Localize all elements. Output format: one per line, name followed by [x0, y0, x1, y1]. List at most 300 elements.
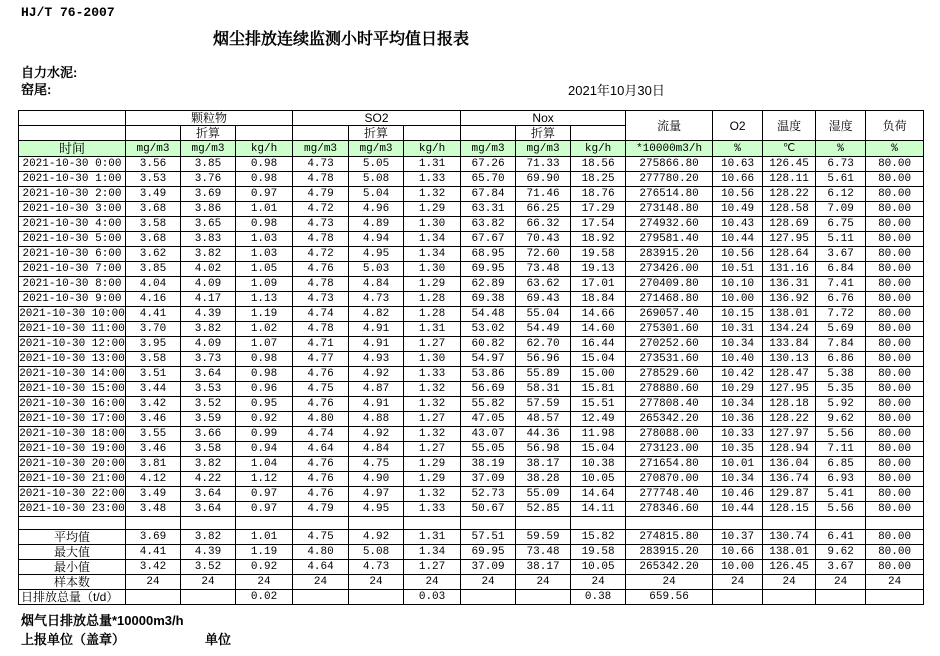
value-cell: 14.60	[571, 322, 626, 337]
table-row	[19, 412, 924, 427]
value-cell: 4.74	[293, 307, 349, 322]
converted-subheader: 折算	[349, 126, 404, 141]
value-cell: 283915.20	[626, 545, 713, 560]
value-cell	[293, 590, 349, 605]
value-cell: 6.84	[816, 262, 866, 277]
value-cell: 69.95	[461, 262, 516, 277]
value-cell: 4.78	[293, 232, 349, 247]
value-cell: 3.46	[126, 442, 181, 457]
value-cell: 63.31	[461, 202, 516, 217]
value-cell: 3.68	[126, 202, 181, 217]
value-cell: 6.73	[816, 157, 866, 172]
value-cell: 4.64	[293, 442, 349, 457]
value-cell: 278088.00	[626, 427, 713, 442]
value-cell: 15.04	[571, 442, 626, 457]
value-cell: 5.35	[816, 382, 866, 397]
value-cell: 4.71	[293, 337, 349, 352]
empty-cell	[236, 126, 293, 141]
value-cell: 80.00	[866, 292, 924, 307]
value-cell: 3.52	[181, 560, 236, 575]
value-cell: 10.34	[713, 337, 763, 352]
value-cell: 1.12	[236, 472, 293, 487]
value-cell: 133.84	[763, 337, 816, 352]
value-cell: 270252.60	[626, 337, 713, 352]
value-cell: 80.00	[866, 172, 924, 187]
time-cell: 2021-10-30 8:00	[19, 277, 126, 292]
value-cell: 129.87	[763, 487, 816, 502]
value-cell: 4.89	[349, 217, 404, 232]
value-cell: 1.27	[404, 442, 461, 457]
value-cell: 80.00	[866, 427, 924, 442]
value-cell: 67.84	[461, 187, 516, 202]
value-cell: 10.01	[713, 457, 763, 472]
value-cell: 1.30	[404, 352, 461, 367]
value-cell: 4.76	[293, 367, 349, 382]
value-cell: 10.63	[713, 157, 763, 172]
value-cell: 4.87	[349, 382, 404, 397]
value-cell: 3.67	[816, 247, 866, 262]
value-cell: 4.80	[293, 545, 349, 560]
value-cell: 55.09	[516, 487, 571, 502]
table-row	[19, 307, 924, 322]
time-cell: 2021-10-30 17:00	[19, 413, 125, 425]
value-cell: 6.93	[816, 472, 866, 487]
value-cell: 4.09	[181, 337, 236, 352]
site-label: 窑尾:	[21, 82, 52, 97]
value-cell: 4.80	[293, 412, 349, 427]
col-group-particulate: 颗粒物	[126, 111, 293, 126]
value-cell: 279581.40	[626, 232, 713, 247]
unit-cell: mg/m3	[293, 141, 349, 157]
unit-cell: %	[713, 141, 763, 157]
value-cell: 10.31	[713, 322, 763, 337]
value-cell: 3.48	[126, 502, 181, 517]
value-cell: 4.73	[293, 292, 349, 307]
value-cell: 69.95	[461, 545, 516, 560]
corner-cell	[19, 111, 126, 126]
standard-code: HJ/T 76-2007	[21, 5, 115, 20]
value-cell	[349, 590, 404, 605]
value-cell: 3.69	[126, 530, 181, 545]
value-cell: 1.33	[404, 367, 461, 382]
value-cell: 6.75	[816, 217, 866, 232]
value-cell: 18.84	[571, 292, 626, 307]
value-cell: 4.22	[181, 472, 236, 487]
value-cell: 659.56	[626, 590, 713, 605]
value-cell: 3.64	[181, 487, 236, 502]
value-cell: 9.62	[816, 545, 866, 560]
value-cell: 278346.60	[626, 502, 713, 517]
value-cell: 71.33	[516, 157, 571, 172]
time-cell: 2021-10-30 6:00	[19, 247, 126, 262]
empty-cell	[404, 126, 461, 141]
value-cell: 4.16	[126, 292, 181, 307]
value-cell: 10.44	[713, 232, 763, 247]
value-cell: 6.86	[816, 352, 866, 367]
value-cell: 10.42	[713, 367, 763, 382]
value-cell: 10.51	[713, 262, 763, 277]
time-cell: 2021-10-30 23:00	[19, 503, 125, 515]
value-cell: 54.48	[461, 307, 516, 322]
empty-cell	[626, 517, 713, 530]
time-cell: 2021-10-30 13:00	[19, 353, 125, 365]
value-cell: 3.52	[181, 397, 236, 412]
value-cell: 80.00	[866, 157, 924, 172]
time-cell: 2021-10-30 0:00	[19, 157, 126, 172]
value-cell: 1.32	[404, 487, 461, 502]
time-cell: 2021-10-30 5:00	[19, 232, 126, 247]
value-cell: 69.90	[516, 172, 571, 187]
value-cell: 1.03	[236, 232, 293, 247]
value-cell: 4.39	[181, 307, 236, 322]
value-cell: 3.51	[126, 367, 181, 382]
empty-cell	[126, 517, 181, 530]
value-cell: 4.93	[349, 352, 404, 367]
value-cell: 4.73	[293, 217, 349, 232]
value-cell: 10.66	[713, 545, 763, 560]
value-cell: 80.00	[866, 530, 924, 545]
value-cell: 4.92	[349, 367, 404, 382]
value-cell	[713, 590, 763, 605]
value-cell: 59.59	[516, 530, 571, 545]
value-cell: 4.73	[349, 560, 404, 575]
value-cell: 54.97	[461, 352, 516, 367]
time-cell: 2021-10-30 21:00	[19, 473, 125, 485]
value-cell: 24	[126, 575, 181, 590]
value-cell: 10.15	[713, 307, 763, 322]
empty-cell	[19, 517, 126, 530]
value-cell: 3.82	[181, 530, 236, 545]
value-cell: 4.72	[293, 202, 349, 217]
value-cell: 1.34	[404, 232, 461, 247]
value-cell: 10.36	[713, 412, 763, 427]
value-cell: 73.48	[516, 262, 571, 277]
value-cell: 128.18	[763, 397, 816, 412]
value-cell: 53.02	[461, 322, 516, 337]
value-cell: 10.05	[571, 472, 626, 487]
col-header-temperature: 温度	[763, 111, 816, 141]
value-cell: 130.13	[763, 352, 816, 367]
value-cell: 1.28	[404, 292, 461, 307]
value-cell: 4.95	[349, 247, 404, 262]
value-cell: 5.56	[816, 427, 866, 442]
value-cell: 4.94	[349, 232, 404, 247]
value-cell: 10.33	[713, 427, 763, 442]
value-cell: 1.31	[404, 530, 461, 545]
value-cell: 57.59	[516, 397, 571, 412]
value-cell: 4.76	[293, 472, 349, 487]
unit-cell: mg/m3	[461, 141, 516, 157]
col-group-nox: Nox	[461, 111, 626, 126]
value-cell: 24	[461, 575, 516, 590]
converted-subheader: 折算	[181, 126, 236, 141]
value-cell: 3.85	[126, 262, 181, 277]
empty-cell	[293, 517, 349, 530]
value-cell: 54.49	[516, 322, 571, 337]
value-cell: 38.17	[516, 457, 571, 472]
value-cell: 4.76	[293, 262, 349, 277]
value-cell: 276514.80	[626, 187, 713, 202]
value-cell: 37.09	[461, 560, 516, 575]
value-cell: 4.41	[126, 545, 181, 560]
value-cell: 136.04	[763, 457, 816, 472]
unit-cell: kg/h	[404, 141, 461, 157]
value-cell: 3.46	[126, 412, 181, 427]
table-body	[19, 157, 924, 605]
empty-cell	[461, 517, 516, 530]
value-cell: 69.38	[461, 292, 516, 307]
value-cell: 128.22	[763, 412, 816, 427]
time-column-header: 时间	[19, 141, 126, 157]
summary-label: 样本数	[19, 575, 126, 590]
table-row	[19, 172, 924, 187]
summary-label: 最小值	[19, 560, 126, 575]
value-cell: 3.58	[126, 352, 181, 367]
empty-cell	[713, 517, 763, 530]
value-cell: 80.00	[866, 487, 924, 502]
value-cell: 38.17	[516, 560, 571, 575]
value-cell: 10.43	[713, 217, 763, 232]
value-cell: 18.56	[571, 157, 626, 172]
value-cell: 1.07	[236, 337, 293, 352]
value-cell: 134.24	[763, 322, 816, 337]
value-cell: 6.12	[816, 187, 866, 202]
value-cell: 275866.80	[626, 157, 713, 172]
value-cell: 0.95	[236, 397, 293, 412]
value-cell: 80.00	[866, 187, 924, 202]
time-cell: 2021-10-30 2:00	[19, 187, 126, 202]
value-cell: 1.32	[404, 187, 461, 202]
value-cell: 4.88	[349, 412, 404, 427]
value-cell: 14.64	[571, 487, 626, 502]
table-row	[19, 352, 924, 367]
value-cell: 283915.20	[626, 247, 713, 262]
value-cell: 3.49	[126, 487, 181, 502]
value-cell: 3.42	[126, 397, 181, 412]
value-cell: 1.31	[404, 157, 461, 172]
value-cell: 273123.00	[626, 442, 713, 457]
value-cell: 53.86	[461, 367, 516, 382]
value-cell: 4.91	[349, 322, 404, 337]
value-cell: 265342.20	[626, 560, 713, 575]
value-cell: 80.00	[866, 457, 924, 472]
value-cell: 10.66	[713, 172, 763, 187]
value-cell: 3.69	[181, 187, 236, 202]
value-cell: 5.08	[349, 172, 404, 187]
value-cell: 271654.80	[626, 457, 713, 472]
value-cell: 3.62	[126, 247, 181, 262]
value-cell: 4.09	[181, 277, 236, 292]
value-cell: 4.76	[293, 487, 349, 502]
value-cell: 56.69	[461, 382, 516, 397]
table-row	[19, 217, 924, 232]
value-cell: 15.81	[571, 382, 626, 397]
col-group-so2: SO2	[293, 111, 461, 126]
value-cell: 15.82	[571, 530, 626, 545]
value-cell: 3.82	[181, 247, 236, 262]
empty-cell	[236, 517, 293, 530]
value-cell: 10.34	[713, 472, 763, 487]
value-cell: 1.30	[404, 217, 461, 232]
value-cell: 278529.60	[626, 367, 713, 382]
value-cell: 65.70	[461, 172, 516, 187]
value-cell: 0.98	[236, 157, 293, 172]
unit-cell: kg/h	[236, 141, 293, 157]
time-cell: 2021-10-30 10:00	[19, 308, 125, 320]
value-cell: 1.03	[236, 247, 293, 262]
value-cell: 4.92	[349, 427, 404, 442]
value-cell: 6.85	[816, 457, 866, 472]
empty-cell	[293, 126, 349, 141]
value-cell: 5.56	[816, 502, 866, 517]
value-cell: 4.92	[349, 530, 404, 545]
value-cell: 55.89	[516, 367, 571, 382]
value-cell: 80.00	[866, 560, 924, 575]
value-cell: 15.00	[571, 367, 626, 382]
value-cell: 7.11	[816, 442, 866, 457]
value-cell: 131.16	[763, 262, 816, 277]
value-cell: 1.27	[404, 560, 461, 575]
time-cell: 2021-10-30 22:00	[19, 488, 125, 500]
value-cell: 56.96	[516, 352, 571, 367]
value-cell: 1.34	[404, 545, 461, 560]
value-cell: 0.97	[236, 187, 293, 202]
report-unit-label: 上报单位（盖章）	[21, 632, 126, 647]
value-cell: 48.57	[516, 412, 571, 427]
value-cell: 1.28	[404, 307, 461, 322]
time-cell: 2021-10-30 1:00	[19, 172, 126, 187]
value-cell: 10.38	[571, 457, 626, 472]
value-cell: 0.02	[236, 590, 293, 605]
value-cell: 11.98	[571, 427, 626, 442]
value-cell: 3.56	[126, 157, 181, 172]
value-cell: 0.96	[236, 382, 293, 397]
value-cell: 4.02	[181, 262, 236, 277]
value-cell: 80.00	[866, 232, 924, 247]
value-cell: 138.01	[763, 307, 816, 322]
value-cell: 10.44	[713, 502, 763, 517]
value-cell	[181, 590, 236, 605]
value-cell: 126.45	[763, 157, 816, 172]
value-cell: 9.62	[816, 412, 866, 427]
value-cell: 60.82	[461, 337, 516, 352]
empty-cell	[404, 517, 461, 530]
value-cell: 10.00	[713, 560, 763, 575]
value-cell: 4.97	[349, 487, 404, 502]
time-cell: 2021-10-30 16:00	[19, 398, 125, 410]
value-cell: 68.95	[461, 247, 516, 262]
table-row	[19, 367, 924, 382]
summary-label: 日排放总量（t/d）	[19, 590, 126, 605]
table-row	[19, 382, 924, 397]
value-cell: 18.92	[571, 232, 626, 247]
value-cell: 3.42	[126, 560, 181, 575]
value-cell: 38.19	[461, 457, 516, 472]
value-cell: 10.46	[713, 487, 763, 502]
table-row	[19, 232, 924, 247]
value-cell: 274815.80	[626, 530, 713, 545]
value-cell: 3.49	[126, 187, 181, 202]
value-cell	[126, 590, 181, 605]
value-cell: 24	[713, 575, 763, 590]
empty-cell	[19, 126, 126, 141]
value-cell: 4.12	[126, 472, 181, 487]
value-cell: 10.40	[713, 352, 763, 367]
value-cell: 128.58	[763, 202, 816, 217]
value-cell: 57.51	[461, 530, 516, 545]
value-cell: 273531.60	[626, 352, 713, 367]
table-row	[19, 472, 924, 487]
value-cell: 4.73	[349, 292, 404, 307]
value-cell: 10.34	[713, 397, 763, 412]
value-cell: 10.56	[713, 247, 763, 262]
value-cell: 80.00	[866, 382, 924, 397]
value-cell: 1.19	[236, 307, 293, 322]
time-cell: 2021-10-30 19:00	[19, 443, 125, 455]
value-cell: 1.33	[404, 172, 461, 187]
value-cell: 3.53	[126, 172, 181, 187]
value-cell: 6.41	[816, 530, 866, 545]
value-cell: 24	[181, 575, 236, 590]
col-header-load: 负荷	[866, 111, 924, 141]
value-cell: 3.55	[126, 427, 181, 442]
value-cell: 4.78	[293, 322, 349, 337]
value-cell: 24	[816, 575, 866, 590]
value-cell: 5.69	[816, 322, 866, 337]
value-cell: 277808.40	[626, 397, 713, 412]
value-cell: 4.96	[349, 202, 404, 217]
value-cell: 3.53	[181, 382, 236, 397]
value-cell: 3.64	[181, 367, 236, 382]
value-cell: 56.98	[516, 442, 571, 457]
value-cell: 3.85	[181, 157, 236, 172]
value-cell: 4.72	[293, 247, 349, 262]
value-cell: 270409.80	[626, 277, 713, 292]
value-cell: 47.05	[461, 412, 516, 427]
value-cell: 24	[293, 575, 349, 590]
value-cell: 24	[349, 575, 404, 590]
value-cell: 3.81	[126, 457, 181, 472]
table-row	[19, 247, 924, 262]
value-cell: 73.48	[516, 545, 571, 560]
value-cell: 1.02	[236, 322, 293, 337]
empty-cell	[516, 517, 571, 530]
value-cell: 0.92	[236, 560, 293, 575]
value-cell: 0.99	[236, 427, 293, 442]
value-cell: 3.67	[816, 560, 866, 575]
value-cell: 1.29	[404, 277, 461, 292]
value-cell: 55.04	[516, 307, 571, 322]
table-row	[19, 277, 924, 292]
report-table	[18, 110, 924, 605]
value-cell: 10.10	[713, 277, 763, 292]
time-cell: 2021-10-30 20:00	[19, 458, 125, 470]
time-cell: 2021-10-30 3:00	[19, 202, 126, 217]
value-cell: 4.79	[293, 502, 349, 517]
value-cell: 38.28	[516, 472, 571, 487]
empty-cell	[571, 517, 626, 530]
value-cell: 3.64	[181, 502, 236, 517]
value-cell: 80.00	[866, 442, 924, 457]
time-cell: 2021-10-30 12:00	[19, 338, 125, 350]
value-cell: 67.67	[461, 232, 516, 247]
value-cell	[866, 590, 924, 605]
value-cell: 3.44	[126, 382, 181, 397]
value-cell: 66.32	[516, 217, 571, 232]
value-cell: 4.04	[126, 277, 181, 292]
value-cell: 18.25	[571, 172, 626, 187]
value-cell: 80.00	[866, 412, 924, 427]
